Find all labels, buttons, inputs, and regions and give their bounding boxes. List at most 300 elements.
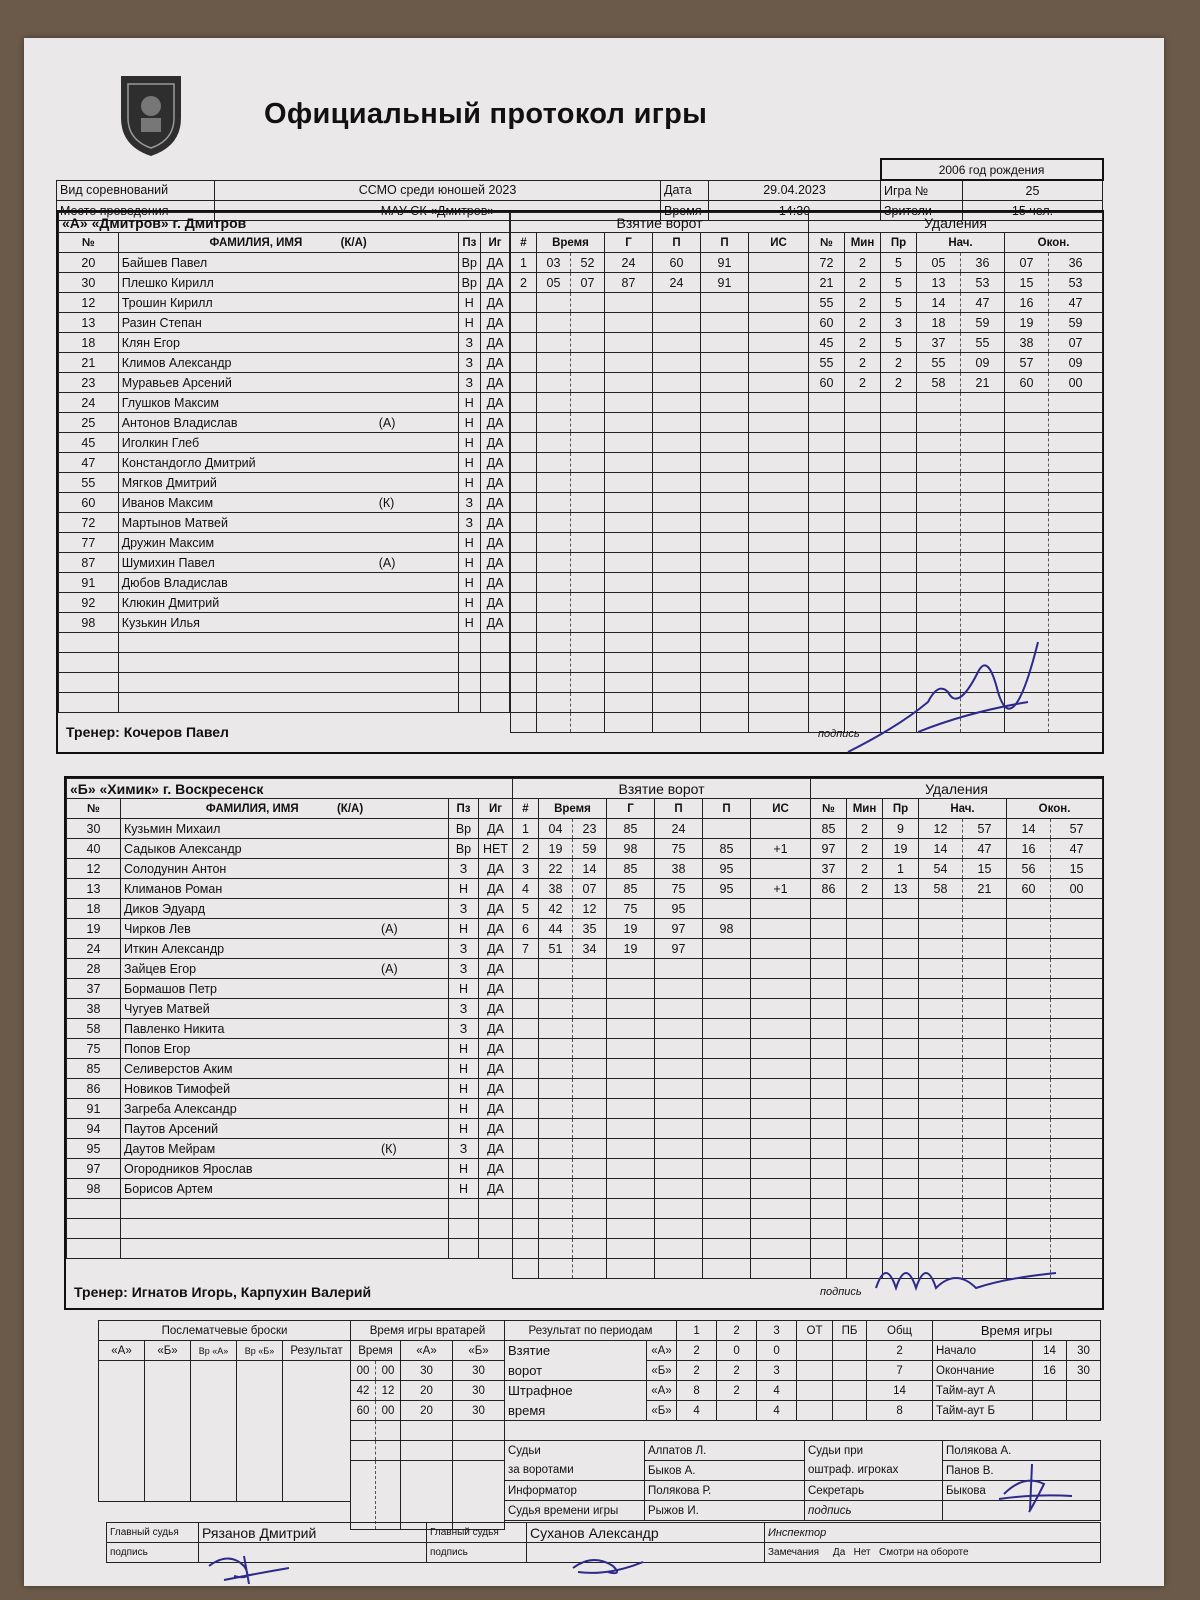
goal-row [511,393,809,413]
player-role: (А) [378,415,396,430]
pen-pr: 3 [881,313,917,333]
per-h3: 3 [757,1321,797,1341]
empty-cell [847,939,883,959]
g-hash-b: # [513,799,539,819]
pen-em: 60 [1007,879,1051,899]
pen-sm: 37 [917,333,961,353]
player-name-cell [121,1159,449,1179]
empty-cell [917,413,961,433]
goal-row [511,453,809,473]
empty-cell [537,533,571,553]
remarks-yes: Да [832,1547,846,1558]
player-number: 13 [59,313,119,333]
gt-start-m: 30 [1067,1341,1101,1361]
empty-cell [607,1219,655,1239]
player-row [67,1039,513,1059]
empty-cell [847,919,883,939]
goal-judge-2: Быков А. [645,1461,805,1481]
goal-row [513,959,811,979]
goal-p1: 75 [655,879,703,899]
empty-cell [809,513,845,533]
goal-row [513,879,811,899]
empty-cell [1005,513,1049,533]
player-name-cell [121,999,449,1019]
empty-cell [511,613,537,633]
empty-cell [511,313,537,333]
player-plays: ДА [479,1139,513,1159]
goal-k: 7 [513,939,539,959]
goal-judges-l1: Судьи [505,1441,645,1461]
goal-row [513,1139,811,1159]
goal-is [751,819,811,839]
player-number: 60 [59,493,119,513]
player-position: Н [458,533,481,553]
empty-cell [607,1139,655,1159]
goal-s: 14 [573,859,607,879]
goal-is: +1 [751,879,811,899]
empty-cell [919,1019,963,1039]
empty-cell [571,533,605,553]
pen-n: 21 [809,273,845,293]
player-row [67,1199,513,1219]
goal-row [513,1219,811,1239]
empty-cell [1049,713,1103,733]
team-a-signature-label: подпись [818,728,860,740]
empty-cell [963,1019,1007,1039]
player-number: 45 [59,433,119,453]
empty-cell [963,919,1007,939]
penalty-row [809,513,1103,533]
player-number: 55 [59,473,119,493]
empty-cell [653,553,701,573]
player-number: 47 [59,453,119,473]
empty-cell [573,1039,607,1059]
empty-cell [537,713,571,733]
empty-cell [537,673,571,693]
player-plays: ДА [481,553,510,573]
empty-cell [653,673,701,693]
penalty-row [809,313,1103,333]
empty-cell [701,513,749,533]
goal-row [511,473,809,493]
empty-cell [811,1039,847,1059]
pen-min: 2 [845,373,881,393]
gk-b: «Б» [453,1341,505,1361]
empty-cell [961,533,1005,553]
empty-cell [59,633,119,653]
player-row [59,293,510,313]
empty-cell [1051,1179,1103,1199]
player-name-cell [118,373,458,393]
empty-cell [1007,899,1051,919]
pen-em: 38 [1005,333,1049,353]
empty-cell [881,573,917,593]
team-b-signature [866,1248,1066,1308]
penalty-row [809,593,1103,613]
player-number: 75 [67,1039,121,1059]
empty-cell [571,353,605,373]
empty-cell [749,613,809,633]
goal-s: 34 [573,939,607,959]
empty-cell [537,453,571,473]
player-name-cell [121,839,449,859]
player-name: Дружин Максим [121,535,215,550]
player-position: Вр [458,253,481,273]
goal-m: 04 [539,819,573,839]
empty-cell [749,473,809,493]
empty-cell [511,693,537,713]
empty-cell [653,373,701,393]
empty-cell [751,1019,811,1039]
goal-s: 23 [573,819,607,839]
per-goals-b: «Б» [647,1361,677,1381]
pen-sm: 05 [917,253,961,273]
penalty-row [811,1059,1103,1079]
player-plays: ДА [481,253,510,273]
per-pa2: 2 [717,1381,757,1401]
per-pb1: 4 [677,1401,717,1421]
col-ig-b: Иг [479,799,513,819]
empty-cell [539,1199,573,1219]
empty-cell [701,653,749,673]
empty-cell [1005,573,1049,593]
per-ot: ОТ [797,1321,833,1341]
pen-em: 56 [1007,859,1051,879]
player-plays: ДА [479,1159,513,1179]
empty-cell [458,653,481,673]
pen-sm: 14 [917,293,961,313]
place-label: Место проведения [57,201,215,221]
player-position: Н [449,1079,479,1099]
player-name-cell [121,1179,449,1199]
player-number: 87 [59,553,119,573]
pen-pr: 13 [883,879,919,899]
empty-cell [961,613,1005,633]
goal-is [751,919,811,939]
player-name: Антонов Владислав [121,415,238,430]
player-row [59,413,510,433]
empty-cell [701,313,749,333]
player-row [59,493,510,513]
empty-cell [749,633,809,653]
player-plays: ДА [481,513,510,533]
empty-cell [845,453,881,473]
pen-ss: 47 [963,839,1007,859]
empty-cell [376,1421,401,1441]
empty-cell [511,553,537,573]
pen-n: 37 [811,859,847,879]
empty-cell [961,513,1005,533]
empty-cell [701,613,749,633]
empty-cell [513,979,539,999]
empty-cell [701,493,749,513]
empty-cell [605,553,653,573]
goal-row [511,353,809,373]
empty-cell [961,433,1005,453]
player-name: Мягков Дмитрий [121,475,217,490]
player-number: 38 [67,999,121,1019]
penalty-row [811,859,1103,879]
empty-cell [453,1421,505,1441]
player-number: 23 [59,373,119,393]
empty-cell [1005,593,1049,613]
empty-cell [847,1099,883,1119]
empty-cell [511,333,537,353]
empty-cell [963,939,1007,959]
chief-ref-2-signature [568,1548,648,1578]
empty-cell [1051,1079,1103,1099]
goal-row [513,1159,811,1179]
remarks-label: Замечания [768,1547,820,1558]
player-position: Н [449,1159,479,1179]
empty-cell [1051,939,1103,959]
empty-cell [655,1219,703,1239]
pen-min: 2 [847,839,883,859]
goal-row [513,1059,811,1079]
empty-cell [513,1019,539,1039]
empty-cell [571,433,605,453]
gt-timeout-a: Тайм-аут А [933,1381,1033,1401]
goal-row [511,593,809,613]
empty-cell [809,493,845,513]
goal-k: 2 [511,273,537,293]
player-plays: ДА [481,473,510,493]
player-position: Н [458,593,481,613]
empty-cell [751,979,811,999]
player-position: З [449,1139,479,1159]
gt-end-h: 16 [1033,1361,1067,1381]
player-number: 21 [59,353,119,373]
empty-cell [751,1079,811,1099]
gk-row [351,1401,505,1421]
empty-cell [963,1219,1007,1239]
player-plays: ДА [481,433,510,453]
empty-cell [963,1179,1007,1199]
empty-cell [883,979,919,999]
team-b-signature-label: подпись [820,1286,862,1298]
player-position: Н [458,413,481,433]
empty-cell [1049,513,1103,533]
empty-cell [653,453,701,473]
empty-cell [809,473,845,493]
player-plays: ДА [479,899,513,919]
player-number: 98 [59,613,119,633]
penalty-row [811,879,1103,899]
empty-cell [605,673,653,693]
per-pim-l2: время [505,1401,647,1421]
empty-cell [573,1119,607,1139]
empty-cell [1049,413,1103,433]
player-plays: ДА [481,353,510,373]
player-plays: ДА [481,493,510,513]
empty-cell [961,473,1005,493]
empty-cell [59,653,119,673]
pen-sm: 12 [919,819,963,839]
empty-cell [539,1039,573,1059]
empty-cell [961,593,1005,613]
player-role: (К) [378,495,395,510]
gk-time: Время [351,1341,401,1361]
player-name-cell [118,413,458,433]
empty-cell [1049,593,1103,613]
player-name-cell [121,939,449,959]
player-row [59,653,510,673]
empty-cell [701,533,749,553]
empty-cell [883,899,919,919]
col-name-b: ФАМИЛИЯ, ИМЯ [205,802,299,815]
player-position: Н [458,393,481,413]
empty-cell [511,573,537,593]
empty-cell [513,1079,539,1099]
player-number: 98 [67,1179,121,1199]
empty-cell [1007,1039,1051,1059]
document-title: Официальный протокол игры [264,98,708,130]
empty-cell [571,493,605,513]
per-goals-l1: Взятие [505,1341,647,1361]
empty-cell [809,613,845,633]
team-a-section [56,210,1104,754]
col-name: ФАМИЛИЯ, ИМЯ [209,236,303,249]
player-number: 72 [59,513,119,533]
empty-cell [537,633,571,653]
player-row [59,533,510,553]
pen-pr: 1 [883,859,919,879]
empty-cell [537,333,571,353]
player-row [67,899,513,919]
empty-cell [376,1461,401,1530]
gk-a: 20 [401,1401,453,1421]
empty-cell [607,1039,655,1059]
empty-cell [749,373,809,393]
shootout-vra: Вр «А» [191,1341,237,1361]
penalty-row [811,1119,1103,1139]
empty-cell [511,453,537,473]
empty-cell [605,533,653,553]
pen-min: 2 [847,819,883,839]
penalty-row [811,819,1103,839]
goal-m: 51 [539,939,573,959]
player-position: З [458,373,481,393]
empty-cell [919,1199,963,1219]
empty-cell [607,1059,655,1079]
per-gb3: 3 [757,1361,797,1381]
player-number: 13 [67,879,121,899]
gk-b: 30 [453,1401,505,1421]
player-name: Дюбов Владислав [121,575,228,590]
empty-cell [653,573,701,593]
per-pb3: 4 [757,1401,797,1421]
player-number: 77 [59,533,119,553]
player-name: Огородников Ярослав [124,1161,253,1176]
chief-ref-1-signature [204,1546,294,1586]
secretary-label: Секретарь [805,1481,943,1501]
goal-m: 19 [539,839,573,859]
g-p2-b: П [703,799,751,819]
per-pb2 [717,1401,757,1421]
goal-row [513,859,811,879]
player-row [67,859,513,879]
player-name: Бормашов Петр [124,981,217,996]
pen-min: 2 [847,879,883,899]
empty-cell [917,433,961,453]
pen-es: 59 [1049,313,1103,333]
empty-cell [573,1219,607,1239]
player-row [67,839,513,859]
empty-cell [883,1179,919,1199]
goal-k: 3 [513,859,539,879]
pen-min: 2 [847,859,883,879]
gk-row [351,1421,505,1441]
empty-cell [809,433,845,453]
player-row [59,433,510,453]
pen-n: 97 [811,839,847,859]
player-row [59,253,510,273]
penalty-row [809,613,1103,633]
inspector-label: Инспектор [765,1523,1101,1543]
player-name-cell [118,573,458,593]
empty-cell [607,1259,655,1279]
pen-es: 47 [1051,839,1103,859]
empty-cell [539,1019,573,1039]
empty-cell [67,1219,121,1239]
goal-s: 59 [573,839,607,859]
player-number: 91 [59,573,119,593]
empty-cell [701,473,749,493]
player-name: Борисов Артем [124,1181,213,1196]
empty-cell [917,593,961,613]
empty-cell [121,1239,449,1259]
empty-cell [703,1099,751,1119]
empty-cell [1007,1059,1051,1079]
empty-cell [573,1139,607,1159]
empty-cell [513,1039,539,1059]
empty-cell [811,939,847,959]
empty-cell [1049,613,1103,633]
empty-cell [605,293,653,313]
player-name: Паутов Арсений [124,1121,219,1136]
empty-cell [539,1079,573,1099]
p-num: № [809,233,845,253]
goal-p1: 24 [653,273,701,293]
empty-cell [573,979,607,999]
empty-cell [653,353,701,373]
gt-end-m: 30 [1067,1361,1101,1381]
timekeeper-value: Рыжов И. [645,1501,805,1521]
empty-cell [751,1239,811,1259]
empty-cell [701,433,749,453]
empty-cell [539,979,573,999]
empty-cell [751,1039,811,1059]
player-name: Глушков Максим [121,395,219,410]
goal-m: 05 [537,273,571,293]
empty-cell [749,413,809,433]
gk-m: 42 [351,1381,376,1401]
p-pr: Пр [881,233,917,253]
pen-sm: 14 [919,839,963,859]
player-plays: ДА [481,333,510,353]
player-name-cell [121,859,449,879]
empty-cell [653,293,701,313]
empty-cell [1051,1159,1103,1179]
team-a-signature [838,632,1048,762]
empty-cell [605,473,653,493]
empty-cell [751,1199,811,1219]
p-end: Окон. [1005,233,1103,253]
empty-cell [701,293,749,313]
player-name-cell [118,553,458,573]
empty-cell [511,593,537,613]
goal-row [511,653,809,673]
